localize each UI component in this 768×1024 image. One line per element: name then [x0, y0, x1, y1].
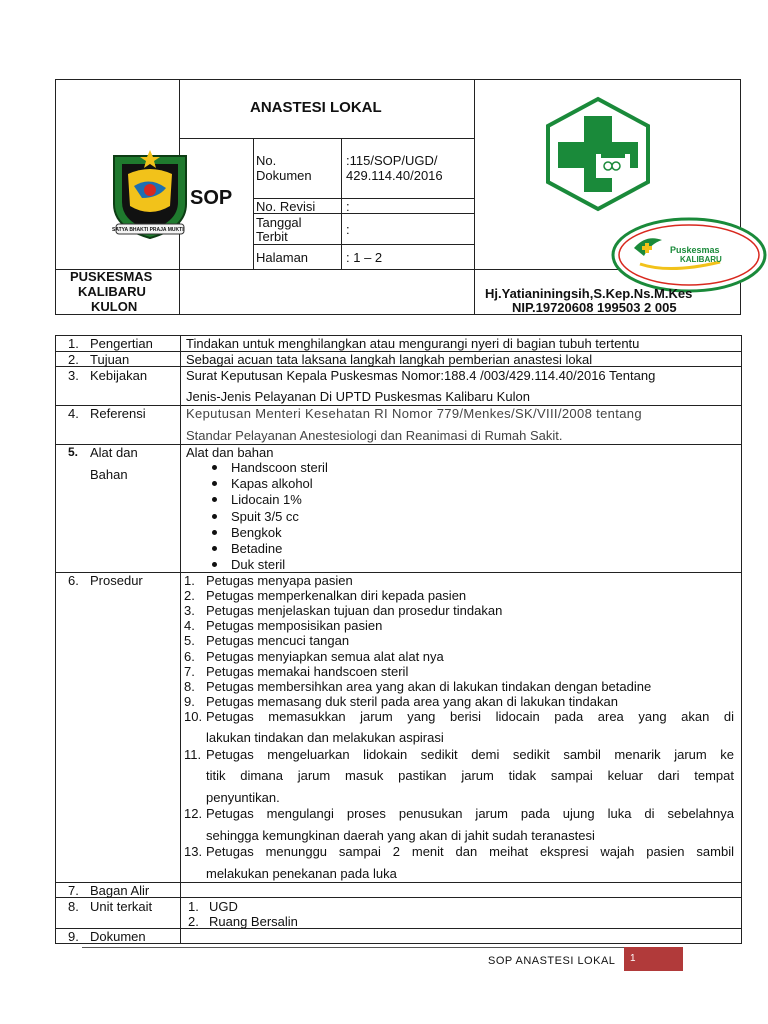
kebijakan-text-1: Surat Keputusan Kepala Puskesmas Nomor:188.4 /003/429.114.40/2016 Tentang	[186, 368, 656, 383]
pengertian-label: Pengertian	[90, 336, 153, 351]
prosedur-step-number: 9.	[184, 693, 195, 709]
prosedur-step-text: lakukan tindakan dan melakukan aspirasi	[206, 730, 444, 746]
page-label: Halaman	[256, 250, 309, 265]
revision-label: No. Revisi	[256, 199, 316, 214]
bullet-icon	[212, 562, 217, 567]
doc-number-label-2: Dokumen	[256, 168, 312, 183]
dokumen-label: Dokumen	[90, 929, 146, 944]
prosedur-step-text: Petugas menjelaskan tujuan dan prosedur tindakan	[206, 603, 503, 619]
bagan-num: 7.	[68, 883, 79, 898]
tujuan-text: Sebagai acuan tata laksana langkah langkah pemberian anastesi lokal	[186, 352, 593, 367]
alat-item-label: Bengkok	[231, 524, 282, 540]
page-value: : 1 – 2	[346, 250, 383, 265]
unit-label: Unit terkait	[90, 899, 153, 914]
prosedur-step-text: Petugas mengulangi proses penusukan jarum pada ujung luka di sebelahnya	[206, 806, 734, 822]
footer-page-badge	[624, 947, 683, 971]
unit-item-1-text: UGD	[209, 899, 238, 914]
alat-heading: Alat dan bahan	[186, 445, 274, 460]
alat-item-label: Betadine	[231, 541, 283, 556]
prosedur-step-text: penyuntikan.	[206, 789, 280, 805]
alat-item-label: Duk steril	[231, 557, 286, 573]
prosedur-step-number: 2.	[184, 588, 195, 604]
prosedur-step-number: 12.	[184, 806, 203, 822]
prosedur-step-number: 1.	[184, 573, 195, 588]
alat-item-label: Handscoon steril	[231, 460, 328, 475]
prosedur-step-number: 13.	[184, 844, 203, 860]
alat-item-label: Spuit 3/5 cc	[231, 508, 299, 524]
dokumen-num: 9.	[68, 929, 79, 944]
bullet-icon	[212, 465, 217, 470]
prosedur-step-text: Petugas menyapa pasien	[206, 573, 353, 588]
issue-date-label-1: Tanggal	[256, 215, 302, 230]
prosedur-step-number: 7.	[184, 663, 195, 679]
org-name-3: KULON	[91, 299, 138, 314]
unit-item-1-num: 1.	[188, 899, 199, 914]
bullet-icon	[212, 546, 217, 551]
prosedur-step-number: 5.	[184, 633, 195, 649]
alat-item	[212, 492, 302, 507]
revision-value: :	[346, 199, 350, 214]
emblem-motto: SATYA BHAKTI PRAJA MUKTI	[112, 227, 184, 233]
prosedur-step-number: 11.	[184, 746, 202, 762]
prosedur-label: Prosedur	[90, 573, 143, 588]
signatory-name: Hj.Yatianiningsih,S.Kep.Ns.M.Kes	[485, 286, 693, 301]
bagan-label: Bagan Alir	[90, 883, 150, 898]
prosedur-num: 6.	[68, 573, 79, 588]
prosedur-step-number: 8.	[184, 678, 195, 694]
doc-number-label-1: No.	[256, 153, 277, 168]
prosedur-step-number: 10.	[184, 708, 203, 724]
unit-num: 8.	[68, 899, 79, 914]
prosedur-step-text: Petugas memasang duk steril pada area yang akan di lakukan tindakan	[206, 693, 618, 709]
pengertian-text: Tindakan untuk menghilangkan atau mengurangi nyeri di bagian tubuh tertentu	[186, 336, 640, 351]
prosedur-step-text: titik dimana jarum masuk pastikan jarum tidak sampai keluar dari tempat	[206, 768, 734, 784]
prosedur-step-text: melakukan penekanan pada luka	[206, 865, 397, 881]
alat-num: 5.	[68, 445, 79, 459]
prosedur-step-text: Petugas memakai handscoen steril	[206, 663, 409, 679]
alat-item	[212, 476, 313, 491]
prosedur-step-text: Petugas memperkenalkan diri kepada pasien	[206, 588, 467, 604]
prosedur-step-text: Petugas menunggu sampai 2 menit dan meihat ekspresi wajah pasien sambil	[206, 844, 734, 860]
prosedur-step-text: Petugas menyiapkan semua alat alat nya	[206, 648, 444, 664]
bullet-icon	[212, 514, 217, 519]
kebijakan-label: Kebijakan	[90, 368, 148, 383]
unit-item-2-text: Ruang Bersalin	[209, 914, 298, 929]
tujuan-num: 2.	[68, 352, 79, 367]
prosedur-step-text: Petugas memasukkan jarum yang berisi lidocain pada area yang akan di	[206, 708, 734, 724]
prosedur-step-text: sehingga kemungkinan daerah yang akan di jahit sudah teranastesi	[206, 827, 595, 843]
unit-item-2-num: 2.	[188, 914, 199, 929]
alat-item	[212, 557, 285, 572]
kebijakan-text-2: Jenis-Jenis Pelayanan Di UPTD Puskesmas Kalibaru Kulon	[186, 389, 530, 404]
prosedur-step-text: Petugas memposisikan pasien	[206, 618, 383, 634]
puskesmas-cross-logo	[540, 96, 656, 212]
alat-label-2: Bahan	[90, 467, 128, 482]
doc-number-value-1: :115/SOP/UGD/	[346, 153, 438, 168]
bullet-icon	[212, 481, 217, 486]
referensi-text-2: Standar Pelayanan Anestesiologi dan Reanimasi di Rumah Sakit.	[186, 428, 563, 443]
document-title: ANASTESI LOKAL	[250, 99, 382, 116]
badge-text-top: Puskesmas	[670, 245, 720, 255]
issue-date-label-2: Terbit	[256, 229, 288, 244]
prosedur-step-number: 3.	[184, 603, 195, 619]
alat-label-1: Alat dan	[90, 445, 138, 460]
referensi-num: 4.	[68, 406, 79, 421]
prosedur-step-text: Petugas mengeluarkan lidokain sedikit demi sedikit sambil menarik jarum ke	[206, 746, 734, 762]
pengertian-num: 1.	[68, 336, 79, 351]
alat-item	[212, 509, 299, 524]
referensi-label: Referensi	[90, 406, 146, 421]
sop-label: SOP	[190, 187, 233, 209]
prosedur-step-number: 6.	[184, 648, 195, 664]
org-name-2: KALIBARU	[78, 284, 146, 299]
issue-date-value: :	[346, 222, 350, 237]
kebijakan-num: 3.	[68, 368, 79, 383]
footer-rule	[82, 947, 682, 948]
bullet-icon	[212, 497, 217, 502]
referensi-text-1: Keputusan Menteri Kesehatan RI Nomor 779/Menkes/SK/VIII/2008 tentang	[186, 406, 642, 421]
doc-number-value-2: 429.114.40/2016	[346, 168, 443, 183]
org-name-1: PUSKESMAS	[70, 269, 153, 284]
alat-item	[212, 541, 282, 556]
prosedur-step-number: 4.	[184, 618, 195, 634]
tujuan-label: Tujuan	[90, 352, 130, 367]
footer-title: SOP ANASTESI LOKAL	[488, 955, 616, 967]
badge-text-bottom: KALIBARU	[680, 255, 722, 264]
alat-item-label: Lidocain 1%	[231, 492, 302, 508]
footer-page-number: 1	[630, 953, 636, 964]
alat-item	[212, 460, 328, 475]
bullet-icon	[212, 530, 217, 535]
alat-item-label: Kapas alkohol	[231, 476, 313, 492]
signatory-nip: NIP.19720608 199503 2 005	[512, 300, 677, 315]
alat-item	[212, 525, 282, 540]
prosedur-step-text: Petugas mencuci tangan	[206, 633, 350, 649]
prosedur-step-text: Petugas membersihkan area yang akan di lakukan tindakan dengan betadine	[206, 678, 652, 694]
